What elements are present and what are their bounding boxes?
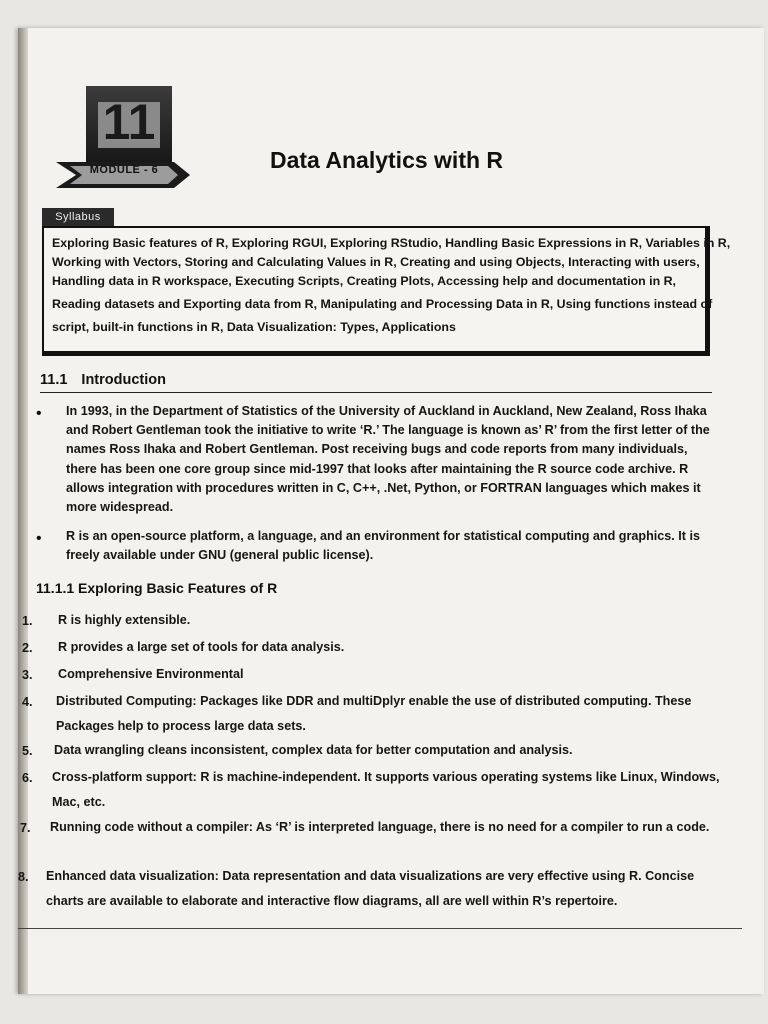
bullet-symbol: • bbox=[36, 530, 42, 547]
intro-paragraph: In 1993, in the Department of Statistics of the University of Auckland in Auckland, New Zealand, Ross Ihaka and Robert Gentleman took the initiative to write ‘R.’ The language is known as’ R’ from the first letter of the names Ross Ihaka and Robert Gentleman. Post receiving bugs and code reports from many individuals, there has been one core group since mid-1997 that looks after maintaining the R source code archive. R allows integration with procedures written in C, C++, .Net, Python, or FORTRAN languages which makes it more widespread. bbox=[66, 404, 710, 515]
section-number: 11.1 bbox=[40, 372, 68, 388]
syllabus-line: Handling data in R workspace, Executing Scripts, Creating Plots, Accessing help and documentation in R, bbox=[52, 274, 677, 288]
syllabus-line: Reading datasets and Exporting data from R, Manipulating and Processing Data in R, Using functions instead of bbox=[52, 297, 713, 311]
syllabus-tab: Syllabus bbox=[42, 208, 114, 226]
section-divider bbox=[40, 392, 712, 393]
intro-paragraph: R is an open-source platform, a language, and an environment for statistical computing and graphics. It is freely available under GNU (general public license). bbox=[66, 529, 700, 563]
syllabus-line: Working with Vectors, Storing and Calculating Values in R, Creating and using Objects, Interacting with users, bbox=[52, 255, 700, 269]
list-item-number: 4. bbox=[22, 695, 33, 709]
list-item-number: 6. bbox=[22, 771, 33, 785]
list-item: Comprehensive Environmental bbox=[58, 667, 244, 681]
syllabus-line: script, built-in functions in R, Data Visualization: Types, Applications bbox=[52, 320, 456, 334]
syllabus-line: Exploring Basic features of R, Exploring RGUI, Exploring RStudio, Handling Basic Expressions in R, Variables in R, bbox=[52, 236, 731, 250]
list-item: R is highly extensible. bbox=[58, 613, 191, 627]
subsection-heading: 11.1.1 Exploring Basic Features of R bbox=[36, 580, 278, 596]
list-item-number: 7. bbox=[20, 821, 31, 835]
list-item: Cross-platform support: R is machine-independent. It supports various operating systems like Linux, Windows, Mac, etc. bbox=[52, 770, 720, 809]
module-label: MODULE - 6 bbox=[89, 164, 159, 176]
list-item-number: 5. bbox=[22, 744, 33, 758]
module-number: 11 bbox=[102, 94, 156, 150]
page-spine-shadow bbox=[18, 28, 28, 994]
chapter-title: Data Analytics with R bbox=[270, 147, 504, 173]
list-item: Distributed Computing: Packages like DDR and multiDplyr enable the use of distributed computing. These Packages help to process large data sets. bbox=[56, 694, 692, 733]
list-item-number: 8. bbox=[18, 870, 29, 884]
bullet-symbol: • bbox=[36, 405, 42, 422]
list-item: Running code without a compiler: As ‘R’ is interpreted language, there is no need for a compiler to run a code. bbox=[50, 820, 710, 834]
list-item: R provides a large set of tools for data analysis. bbox=[58, 640, 345, 654]
list-item-number: 3. bbox=[22, 668, 33, 682]
section-heading bbox=[40, 372, 166, 388]
list-item: Enhanced data visualization: Data representation and data visualizations are very effective using R. Concise charts are available to elaborate and interactive flow diagrams, all are well within R’s repertoire. bbox=[46, 869, 695, 908]
list-item-number: 2. bbox=[22, 641, 33, 655]
syllabus-box bbox=[42, 226, 731, 356]
section-title: Introduction bbox=[81, 372, 166, 388]
page-bottom-rule bbox=[18, 928, 742, 929]
list-item: Data wrangling cleans inconsistent, complex data for better computation and analysis. bbox=[54, 743, 573, 757]
list-item-number: 1. bbox=[22, 614, 33, 628]
